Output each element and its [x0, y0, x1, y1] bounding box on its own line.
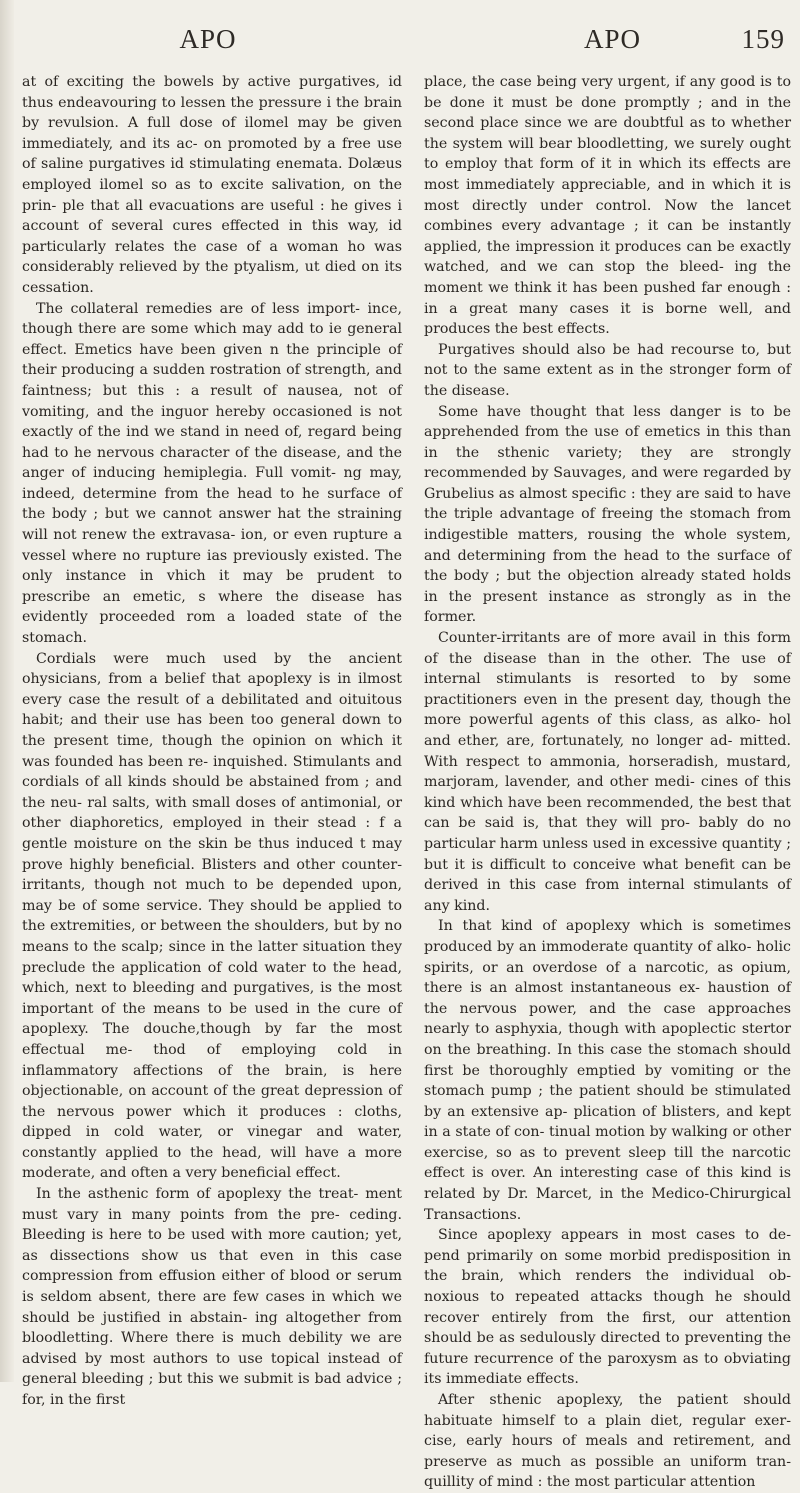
right-paragraph-3: Some have thought that less danger is to be apprehended from the use of emetics in this than in the sthenic variety; they are strongly recommended by Sauvages, and were regarded by Grubelius as almost specific : they are said to have the triple advantage of freeing the stomach from indigestible matters, rousing the whole system, and determining from the head to the surface of the body ; but the objection already stated holds in the present instance as strongly as in the former.: [424, 403, 791, 626]
left-paragraph-1: at of exciting the bowels by active purgatives, id thus endeavouring to lessen the pressure i the brain by revulsion. A full dose of ilomel may be given immediately, and its ac- on promoted by a free use of saline purgatives id stimulating enemata. Dolæus employed ilomel so as to excite salivation, on the prin- ple that all evacuations are useful : he gives i account of several cures effected in this way, id particularly relates the case of a woman ho was considerably relieved by the ptyalism, ut died on its cessation.: [22, 74, 402, 296]
left-paragraph-4: In the asthenic form of apoplexy the treat- ment must vary in many points from the pre- ceding. Bleeding is here to be used with more caution; yet, as dissections show us that even in this case compression from effusion either of blood or serum is seldom absent, there are few cases in which we should be justified in abstain- ing altogether from bloodletting. Where there is much debility we are advised by most authors to use topical instead of general bleeding ; but this we submit is bad advice ; for, in the first: [22, 1186, 402, 1408]
right-paragraph-1: place, the case being very urgent, if any good is to be done it must be done promptly ; and in the second place since we are doubtful as to whether the system will bear bloodletting, we surely ought to employ that form of it in which its effects are most immediately appreciable, and in which it is most directly under control. Now the lancet combines every advantage ; it can be instantly applied, the impression it produces can be exactly watched, and we can stop the bleed- ing the moment we think it has been pushed far enough : in a great many cases it is borne well, and produces the best effects.: [424, 74, 791, 338]
left-column: [22, 72, 402, 1408]
running-head-right-text: APO: [583, 24, 641, 54]
right-paragraph-4: Counter-irritants are of more avail in this form of the disease than in the other. The use of internal stimulants is resorted to by some practitioners even in the present day, though the more powerful agents of this class, as alko- hol and ether, are, fortunately, no longer ad- mitted. With respect to ammonia, horseradish, mustard, marjoram, lavender, and other medi- cines of this kind which have been recommended, the best that can be said is, that they will pro- bably do no particular harm unless used in excessive quantity ; but it is difficult to conceive what benefit can be derived in this case from internal stimulants of any kind.: [424, 630, 791, 914]
running-head-left-text: APO: [179, 24, 237, 54]
left-paragraph-2: The collateral remedies are of less import- ince, though there are some which may add to ie general effect. Emetics have been given n the principle of their producing a sudden rostration of strength, and faintness; but this : a result of nausea, not of vomiting, and the inguor hereby occasioned is not exactly of the ind we stand in need of, regard being had to he nervous character of the disease, and the anger of inducing hemiplegia. Full vomit- ng may, indeed, determine from the head to he surface of the body ; but we cannot answer hat the straining will not renew the extravasa- ion, or even rupture a vessel where no rupture ias previously existed. The only instance in vhich it may be prudent to prescribe an emetic, s where the disease has evidently proceeded rom a loaded state of the stomach.: [22, 300, 402, 647]
right-paragraph-5: In that kind of apoplexy which is sometimes produced by an immoderate quantity of alko- holic spirits, or an overdose of a narcotic, as opium, there is an almost instantaneous ex- haustion of the nervous power, and the case approaches nearly to asphyxia, though with apoplectic stertor on the breathing. In this case the stomach should first be thoroughly emptied by vomiting or the stomach pump ; the patient should be stimulated by an extensive ap- plication of blisters, and kept in a state of con- tinual motion by walking or other exercise, so as to prevent sleep till the narcotic effect is over. An interesting case of this kind is related by Dr. Marcet, in the Medico-Chirurgical Transactions.: [424, 918, 791, 1223]
page-gutter: [0, 0, 14, 1382]
left-paragraph-3: Cordials were much used by the ancient ohysicians, from a belief that apoplexy is in ilmost every case the result of a debilitated and oituitous habit; and their use has been too general down to the present time, though the opinion on which it was founded has been re- inquished. Stimulants and cordials of all kinds should be abstained from ; and the neu- ral salts, with small doses of antimonial, or other diaphoretics, employed in their stead : f a gentle moisture on the skin be thus induced t may prove highly beneficial. Blisters and other counter-irritants, though not much to be depended upon, may be of some service. They should be applied to the extremities, or between the shoulders, but by no means to the scalp; since in the latter situation they preclude the application of cold water to the head, which, next to bleeding and purgatives, is the most important of the means to be used in the cure of apoplexy. The douche,though by far the most effectual me- thod of employing cold in inflammatory affections of the brain, is here objectionable, on account of the great depression of the nervous power which it produces : cloths, dipped in cold water, or vinegar and water, constantly applied to the head, will have a more moderate, and often a very beneficial effect.: [22, 650, 402, 1182]
right-paragraph-2: Purgatives should also be had recourse to, but not to the same extent as in the stronger form of the disease.: [424, 341, 791, 399]
running-head-left: [88, 24, 328, 64]
right-paragraph-6: Since apoplexy appears in most cases to de- pend primarily on some morbid predisposition in the brain, which renders the individual ob- noxious to repeated attacks though he should recover entirely from the first, our attention should be as sedulously directed to preventing the future recurrence of the paroxysm as to obviating its immediate effects.: [424, 1227, 791, 1388]
right-column: [424, 72, 791, 1491]
page-number: 159: [741, 24, 785, 54]
right-paragraph-7: After sthenic apoplexy, the patient should habituate himself to a plain diet, regular exer- cise, early hours of meals and retirement, and preserve as much as possible an uniform tran- quillity of mind : the most particular attention: [424, 1392, 791, 1491]
running-head-right: [440, 24, 785, 64]
